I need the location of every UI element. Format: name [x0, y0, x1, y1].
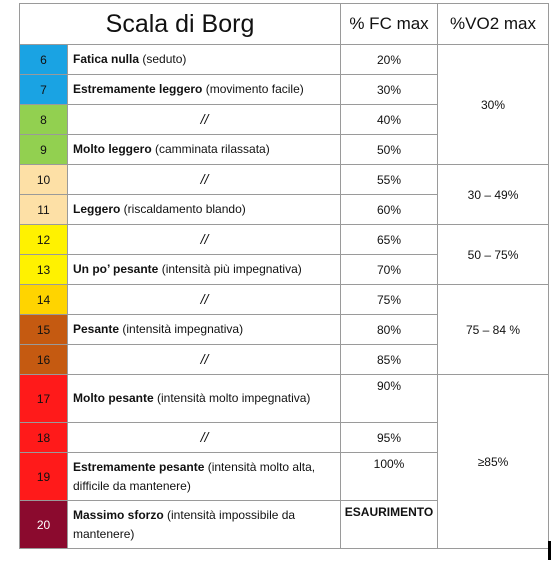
scale-number: 16 — [20, 345, 68, 375]
table-row — [20, 45, 549, 75]
fc-value: 70% — [341, 255, 438, 285]
vo2-value: 50 – 75% — [438, 225, 549, 285]
vo2-value: 30 – 49% — [438, 165, 549, 225]
vo2-value: ≥85% — [438, 375, 549, 549]
fc-value: 85% — [341, 345, 438, 375]
fc-value: 20% — [341, 45, 438, 75]
scale-description: Estremamente pesante (intensità molto alta, difficile da mantenere) — [68, 453, 341, 501]
scale-number: 6 — [20, 45, 68, 75]
table-row — [20, 165, 549, 195]
scale-description: // — [68, 345, 341, 375]
scale-description: Molto pesante (intensità molto impegnativa) — [68, 375, 341, 423]
scale-description: Fatica nulla (seduto) — [68, 45, 341, 75]
scale-number: 17 — [20, 375, 68, 423]
scale-description: // — [68, 285, 341, 315]
scale-number: 12 — [20, 225, 68, 255]
scale-number: 10 — [20, 165, 68, 195]
fc-value: 30% — [341, 75, 438, 105]
borg-scale-table — [19, 3, 549, 549]
text-cursor — [548, 541, 551, 560]
scale-number: 19 — [20, 453, 68, 501]
scale-description: // — [68, 423, 341, 453]
vo2-value: 75 – 84 % — [438, 285, 549, 375]
scale-description: // — [68, 225, 341, 255]
scale-description: Leggero (riscaldamento blando) — [68, 195, 341, 225]
scale-description: // — [68, 165, 341, 195]
scale-number: 8 — [20, 105, 68, 135]
scale-number: 15 — [20, 315, 68, 345]
fc-value: ESAURIMENTO — [341, 501, 438, 549]
scale-description: Molto leggero (camminata rilassata) — [68, 135, 341, 165]
scale-description: Pesante (intensità impegnativa) — [68, 315, 341, 345]
fc-value: 55% — [341, 165, 438, 195]
scale-number: 13 — [20, 255, 68, 285]
scale-number: 18 — [20, 423, 68, 453]
fc-value: 50% — [341, 135, 438, 165]
fc-value: 40% — [341, 105, 438, 135]
scale-number: 11 — [20, 195, 68, 225]
fc-value: 75% — [341, 285, 438, 315]
fc-value: 90% — [341, 375, 438, 423]
table-row — [20, 375, 549, 423]
scale-number: 7 — [20, 75, 68, 105]
fc-value: 95% — [341, 423, 438, 453]
scale-number: 14 — [20, 285, 68, 315]
scale-description: Un po’ pesante (intensità più impegnativa) — [68, 255, 341, 285]
column-header-fc: % FC max — [341, 4, 438, 45]
scale-description: Massimo sforzo (intensità impossibile da mantenere) — [68, 501, 341, 549]
fc-value: 80% — [341, 315, 438, 345]
scale-number: 20 — [20, 501, 68, 549]
table-row — [20, 285, 549, 315]
fc-value: 100% — [341, 453, 438, 501]
fc-value: 60% — [341, 195, 438, 225]
scale-number: 9 — [20, 135, 68, 165]
table-title: Scala di Borg — [20, 4, 341, 45]
scale-description: Estremamente leggero (movimento facile) — [68, 75, 341, 105]
column-header-vo2: %VO2 max — [438, 4, 549, 45]
scale-description: // — [68, 105, 341, 135]
vo2-value: 30% — [438, 45, 549, 165]
table-row — [20, 225, 549, 255]
fc-value: 65% — [341, 225, 438, 255]
